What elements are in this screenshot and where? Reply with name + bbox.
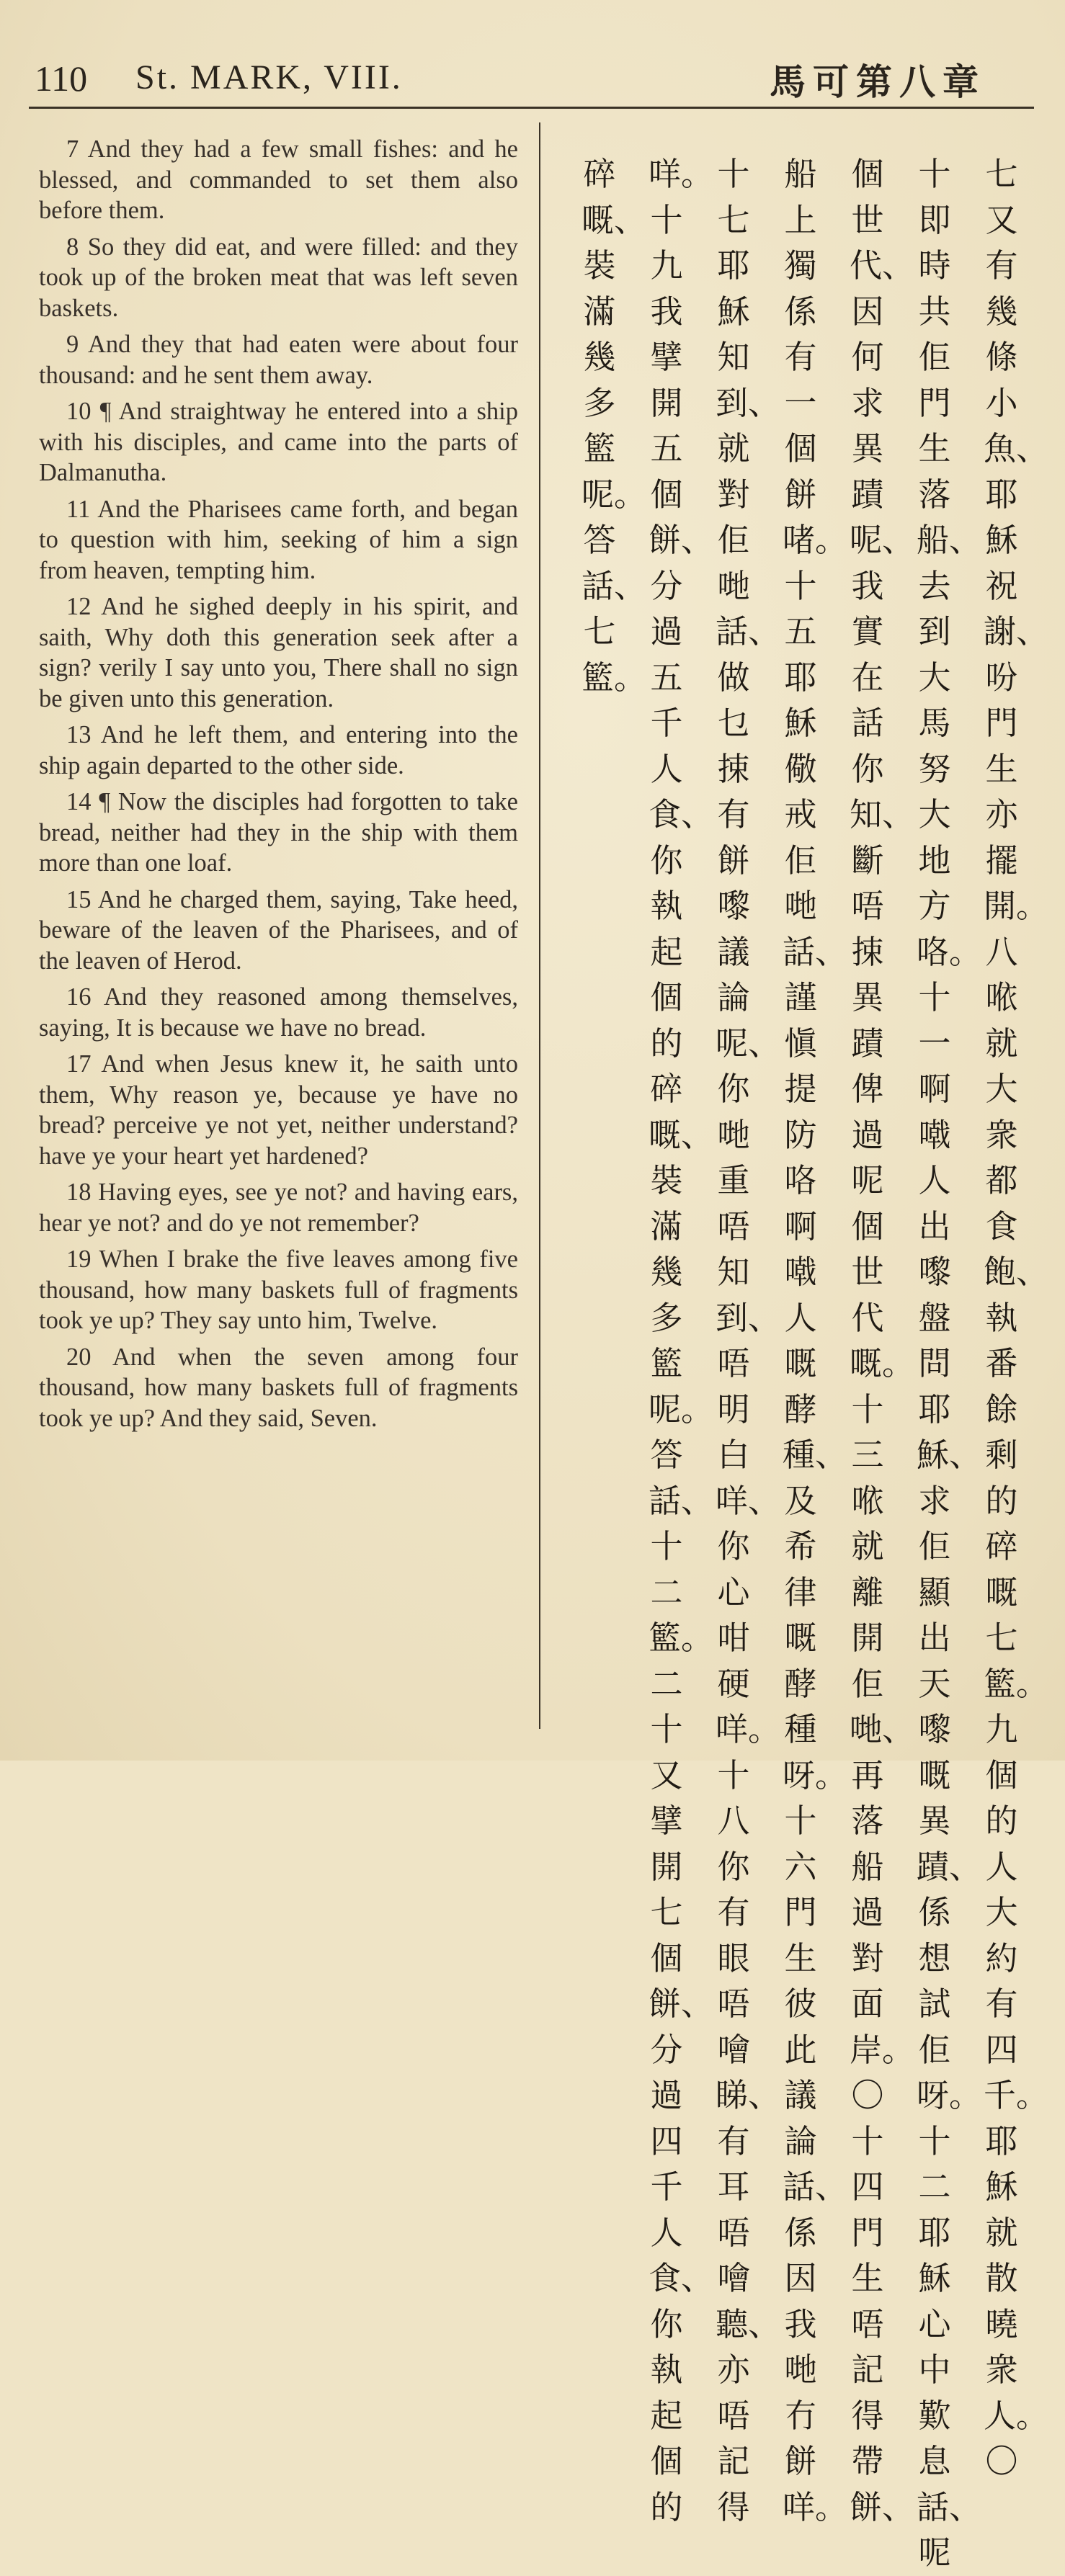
- chinese-column: 咩。十九我擘開五個餅、分過五千人食、你執起個的碎嘅、裝滿幾多籃呢。答話、十二籃。二十又擘開七個餅、分過四千人食、你執起個的: [649, 155, 714, 2526]
- verse: 15 And he charged them, saying, Take heed, beware of the leaven of the Pharisees, and of the leaven of Herod.: [39, 885, 518, 975]
- running-title: St. MARK, VIII.: [135, 58, 403, 97]
- verse: 12 And he sighed deeply in his spirit, and saith, Why doth this generation seek after a sign? verily I say unto you, There shall no sign be given unto this generation.: [39, 593, 518, 712]
- column-divider: [539, 122, 540, 1729]
- page-header: [35, 58, 1029, 108]
- verse: 20 And when the seven among four thousand, how many baskets full of fragments took ye up? And they said, Seven.: [39, 1343, 518, 1432]
- header-rule: [29, 107, 1034, 109]
- verse: 18 Having eyes, see ye not? and having ears, hear ye not? and do ye not remember?: [39, 1179, 518, 1237]
- verse: 17 And when Jesus knew it, he saith unto them, Why reason ye, because ye have no bread? perceive ye not yet, neither understand? have ye your heart yet hardened?: [39, 1050, 518, 1170]
- chinese-running-title: 馬可第八章: [770, 61, 986, 103]
- chinese-column: 十七耶穌知到、就對佢哋話、做乜捒有餅嚟議論呢、你哋重唔知到、唔明白咩、你心咁硬咩。十八你有眼唔噲睇、有耳唔噲聽、亦唔記得: [716, 155, 781, 2526]
- english-text-column: [39, 134, 518, 1439]
- chinese-column: 碎嘅、裝滿幾多籃呢。答話、七籃。: [581, 155, 647, 697]
- chinese-column: 十即時共佢門生落船、去到大馬努大地方咯。十一啊𠽤人出嚟盤問耶穌、求佢顯出天嚟嘅異蹟、係想試佢呀。十二耶穌心中歎息話、呢: [917, 155, 982, 2572]
- chinese-column: 船上獨係有一個餅啫。十五耶穌儆戒佢哋話、謹愼提防咯啊𠽤人嘅酵種、及希律嘅酵種呀。十六門生彼此議論話、係因我哋冇餅咩。: [783, 155, 848, 2526]
- chinese-text-block: [555, 151, 1049, 2572]
- verse: 10 ¶ And straightway he entered into a ship with his disciples, and came into the parts of Dalmanutha.: [39, 398, 518, 486]
- page-number: 110: [35, 58, 88, 99]
- verse: 7 And they had a few small fishes: and he blessed, and commanded to set them also before them.: [39, 135, 518, 224]
- verse: 9 And they that had eaten were about four thousand: and he sent them away.: [39, 331, 518, 389]
- verse: 14 ¶ Now the disciples had forgotten to take bread, neither had they in the ship with them more than one loaf.: [39, 788, 518, 877]
- verse: 11 And the Pharisees came forth, and began to question with him, seeking of him a sign from heaven, tempting him.: [39, 495, 518, 584]
- verse: 19 When I brake the five leaves among five thousand, how many baskets full of fragments took ye up? They say unto him, Twelve.: [39, 1245, 518, 1334]
- verse: 16 And they reasoned among themselves, saying, It is because we have no bread.: [39, 983, 518, 1042]
- chinese-column: 七又有幾條小魚、耶穌祝謝、吩門生亦擺開。八𠵱就大衆都食飽、執番餘剩的碎嘅七籃。九個的人大約有四千。耶穌就散曉衆人。〇: [984, 155, 1049, 2480]
- chinese-column: 個世代、因何求異蹟呢、我實在話你知、斷唔捒異蹟俾過呢個世代嘅。十三𠵱就離開佢哋、再落船過對面岸。〇十四門生唔記得帶餅、: [850, 155, 915, 2526]
- verse: 13 And he left them, and entering into the ship again departed to the other side.: [39, 721, 518, 779]
- verse: 8 So they did eat, and were filled: and they took up of the broken meat that was left seven baskets.: [39, 233, 518, 322]
